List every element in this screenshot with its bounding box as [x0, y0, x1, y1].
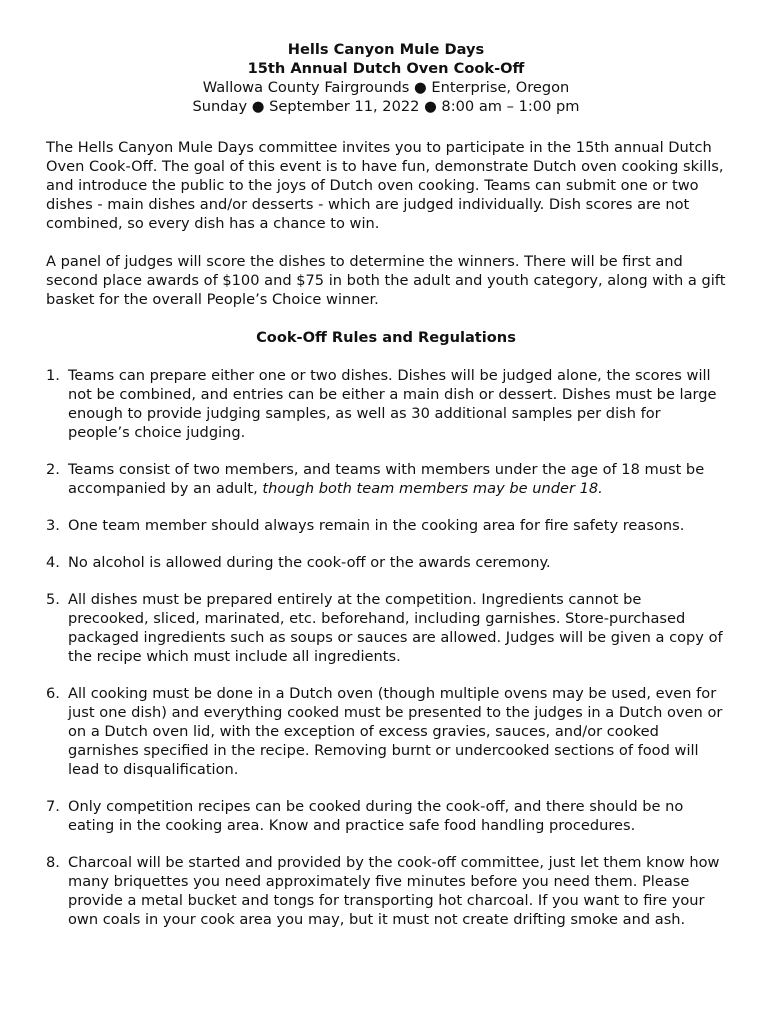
rule-text: Teams can prepare either one or two dishes. Dishes will be judged alone, the scores will not be combined, and entries can be either a main dish or dessert. Dishes must be large enough to provide judging samples, as well as 30 additional samples per dish for people’s choice judging. [68, 367, 717, 441]
rule-number: 8. [46, 854, 60, 871]
rule-number: 7. [46, 798, 60, 815]
intro-paragraph-1: The Hells Canyon Mule Days committee invites you to participate in the 15th annual Dutch Oven Cook-Off. The goal of this event is to have fun, demonstrate Dutch oven cooking skills, and introduce the public to the joys of Dutch oven cooking. Teams can submit one or two dishes - main dishes and/or desserts - which are judged individually. Dish scores are not combined, so every dish has a chance to win. [46, 139, 724, 232]
event-location: Wallowa County Fairgrounds ● Enterprise, Oregon [202, 79, 570, 96]
rule-item [46, 684, 726, 779]
event-date-time: Sunday ● September 11, 2022 ● 8:00 am – 1:00 pm [192, 98, 580, 115]
rule-text: Only competition recipes can be cooked during the cook-off, and there should be no eating in the cooking area. Know and practice safe food handling procedures. [68, 798, 684, 834]
rule-number: 6. [46, 685, 60, 702]
rule-item [46, 590, 726, 666]
rule-number: 5. [46, 591, 60, 608]
rules-heading: Cook-Off Rules and Regulations [256, 329, 516, 346]
rule-text: No alcohol is allowed during the cook-off or the awards ceremony. [68, 554, 551, 571]
rule-text: Teams consist of two members, and teams with members under the age of 18 must be accompanied by an adult, [68, 461, 705, 497]
rule-item [46, 797, 726, 835]
document-header [46, 40, 726, 116]
rule-item [46, 460, 726, 498]
rule-text: All dishes must be prepared entirely at the competition. Ingredients cannot be precooked, sliced, marinated, etc. beforehand, including garnishes. Store-purchased packaged ingredients such as soups or sauces are allowed. Judges will be given a copy of the recipe which must include all ingredients. [68, 591, 723, 665]
rule-item [46, 516, 726, 535]
rule-item [46, 853, 726, 929]
rule-number: 1. [46, 367, 60, 384]
document-page [46, 40, 726, 947]
event-title: Hells Canyon Mule Days [287, 41, 485, 58]
intro-paragraph-2: A panel of judges will score the dishes to determine the winners. There will be first and second place awards of $100 and $75 in both the adult and youth category, along with a gift basket for the overall People’s Choice winner. [46, 253, 726, 308]
rule-text: All cooking must be done in a Dutch oven (though multiple ovens may be used, even for just one dish) and everything cooked must be presented to the judges in a Dutch oven or on a Dutch oven lid, with the exception of excess gravies, sauces, and/or cooked garnishes specified in the recipe. Removing burnt or undercooked sections of food will lead to disqualification. [68, 685, 723, 778]
rule-item [46, 366, 726, 442]
rule-item [46, 553, 726, 572]
rule-number: 2. [46, 461, 60, 478]
rule-text: Charcoal will be started and provided by the cook-off committee, just let them know how many briquettes you need approximately five minutes before you need them. Please provide a metal bucket and tongs for transporting hot charcoal. If you want to fire your own coals in your cook area you may, but it must not create drifting smoke and ash. [68, 854, 720, 928]
rule-text-italic: though both team members may be under 18. [262, 480, 603, 497]
rules-list [46, 366, 726, 929]
rule-text: One team member should always remain in the cooking area for fire safety reasons. [68, 517, 685, 534]
rule-number: 4. [46, 554, 60, 571]
event-subtitle: 15th Annual Dutch Oven Cook-Off [247, 60, 525, 77]
rule-number: 3. [46, 517, 60, 534]
